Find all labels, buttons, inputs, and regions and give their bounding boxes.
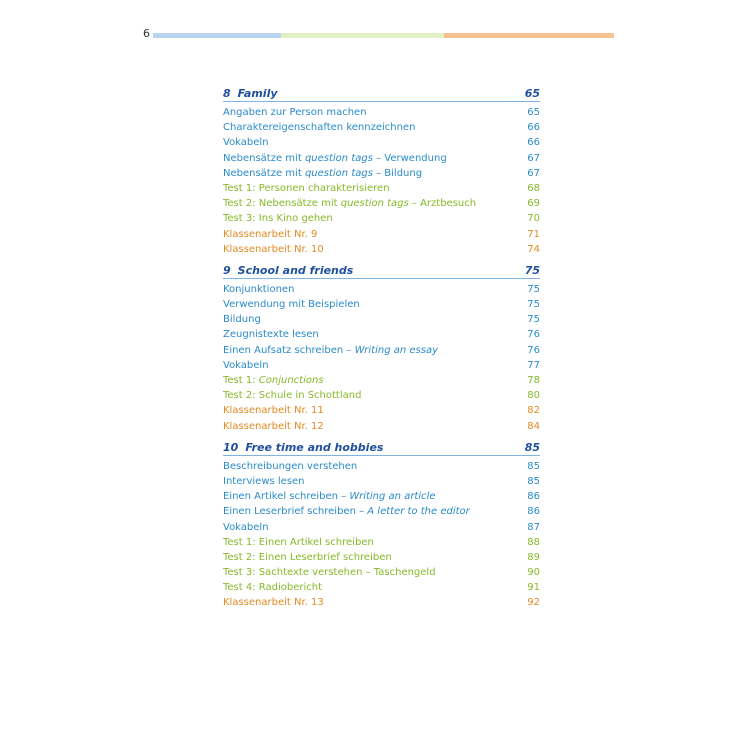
- toc-entry[interactable]: [223, 297, 540, 312]
- toc-entry-page: 91: [527, 582, 540, 594]
- toc-entry-label: [223, 373, 324, 388]
- toc-entry-page: 86: [527, 491, 540, 503]
- toc-entry[interactable]: [223, 242, 540, 257]
- color-bar: [153, 33, 614, 38]
- toc-entry[interactable]: [223, 105, 540, 120]
- toc-entry-page: 67: [527, 152, 540, 164]
- toc-entry-text: Test 4: Radiobericht: [223, 582, 323, 594]
- toc-entry-label: [223, 403, 324, 418]
- chapter-number: 9: [223, 263, 231, 277]
- toc-entry-page: 65: [527, 107, 540, 118]
- toc-entry-page: 82: [527, 405, 540, 417]
- toc-entry[interactable]: [223, 181, 540, 196]
- toc-entry-text: Klassenarbeit Nr. 12: [223, 420, 324, 432]
- toc-entry-text: Test 3: Ins Kino gehen: [223, 213, 333, 225]
- toc-entry-text: Vokabeln: [223, 137, 269, 149]
- toc-entry-label: [223, 135, 269, 150]
- toc-entry-label: [223, 535, 374, 550]
- toc-entry-label: [223, 504, 470, 519]
- toc-entry-text: Klassenarbeit Nr. 10: [223, 243, 324, 255]
- toc-entry-page: 88: [527, 536, 540, 548]
- toc-entry-label: [223, 550, 392, 565]
- toc-entry-text: Klassenarbeit Nr. 13: [223, 597, 324, 609]
- toc-entry[interactable]: [223, 358, 540, 373]
- chapter-title: Free time and hobbies: [245, 440, 384, 454]
- toc-entry-label: [223, 105, 367, 120]
- toc-entry-label: [223, 520, 269, 535]
- chapter-heading[interactable]: [223, 261, 540, 279]
- toc-entry-label: [223, 242, 324, 257]
- toc-entry-text: Einen Leserbrief schreiben –: [223, 506, 368, 518]
- chapter-section: [223, 84, 540, 261]
- chapter-title-group: [223, 441, 383, 454]
- toc-entry-label: [223, 181, 390, 196]
- toc-entry[interactable]: [223, 419, 540, 434]
- toc-entry-text: Nebensätze mit: [223, 167, 305, 179]
- chapter-section: [223, 261, 540, 438]
- toc-entry-page: 77: [527, 359, 540, 371]
- chapter-page: 75: [524, 263, 540, 277]
- toc-entry-text: Test 1: Einen Artikel schreiben: [223, 536, 374, 548]
- toc-entry-label: [223, 120, 415, 135]
- chapter-title: School and friends: [237, 263, 354, 277]
- toc-entry-page: 76: [527, 344, 540, 356]
- chapter-title-group: [223, 264, 353, 277]
- toc-entry[interactable]: [223, 403, 540, 418]
- toc-entry-page: 85: [527, 475, 540, 487]
- toc-entry[interactable]: [223, 282, 540, 297]
- toc-entry-page: 87: [527, 521, 540, 533]
- toc-entry[interactable]: [223, 211, 540, 226]
- toc-entry-page: 90: [527, 567, 540, 579]
- toc-entry-label: [223, 343, 438, 358]
- toc-entry-text: Einen Artikel schreiben –: [223, 491, 350, 503]
- chapter-section: [223, 438, 540, 611]
- toc-entry-text: Klassenarbeit Nr. 9: [223, 228, 318, 240]
- toc-entry[interactable]: [223, 595, 540, 610]
- toc-entry-label: [223, 227, 317, 242]
- toc-entry-text: Klassenarbeit Nr. 11: [223, 405, 324, 417]
- toc-entry-page: 84: [527, 420, 540, 432]
- toc-entry-page: 69: [527, 198, 540, 210]
- toc-entry-label: [223, 459, 357, 474]
- toc-entry[interactable]: [223, 489, 540, 504]
- toc-entry-page: 66: [527, 122, 540, 134]
- toc-entry-label: [223, 388, 361, 403]
- toc-entry[interactable]: [223, 312, 540, 327]
- chapter-number: 10: [223, 440, 239, 454]
- toc-entry-page: 70: [527, 213, 540, 225]
- toc-entry-italic: question tags: [304, 152, 373, 164]
- toc-entry[interactable]: [223, 120, 540, 135]
- color-bar-green: [281, 33, 444, 38]
- toc-entry-label: [223, 595, 324, 610]
- toc-entry[interactable]: [223, 327, 540, 342]
- toc-entry-suffix: – Verwendung: [372, 152, 447, 164]
- toc-entry-text: Vokabeln: [223, 359, 269, 371]
- toc-entry[interactable]: [223, 474, 540, 489]
- toc-entry-text: Konjunktionen: [223, 283, 295, 295]
- chapter-number: 8: [223, 87, 231, 100]
- toc-entry-page: 74: [527, 243, 540, 255]
- toc-entry-page: 80: [527, 390, 540, 402]
- toc-entry-text: Nebensätze mit: [223, 152, 305, 164]
- toc-entry-text: Test 2: Einen Leserbrief schreiben: [223, 551, 392, 563]
- toc-entry-text: Test 1: Personen charakterisieren: [223, 182, 390, 194]
- page-number: 6: [143, 27, 150, 40]
- toc-entry[interactable]: [223, 550, 540, 565]
- toc-entry-text: Verwendung mit Beispielen: [223, 299, 360, 311]
- toc-entry-text: Einen Aufsatz schreiben –: [223, 344, 355, 356]
- toc-entry-label: [223, 474, 305, 489]
- chapter-heading[interactable]: [223, 438, 540, 456]
- toc-entry-page: 68: [527, 182, 540, 194]
- toc-entry[interactable]: [223, 343, 540, 358]
- toc-entry-page: 75: [527, 283, 540, 295]
- toc-entry[interactable]: [223, 504, 540, 519]
- toc-entry-label: [223, 297, 360, 312]
- chapter-page: 65: [524, 87, 540, 100]
- color-bar-orange: [444, 33, 614, 38]
- toc-entry-text: Test 3: Sachtexte verstehen – Taschengeld: [223, 567, 436, 579]
- toc-entry-page: 76: [527, 329, 540, 341]
- toc-entry-label: [223, 282, 294, 297]
- toc-entry[interactable]: [223, 388, 540, 403]
- toc-entry-label: [223, 211, 333, 226]
- chapter-heading[interactable]: [223, 84, 540, 102]
- toc-entry-text: Bildung: [223, 314, 261, 326]
- toc-entry-text: Test 1:: [223, 375, 259, 386]
- toc-entry-page: 75: [527, 299, 540, 311]
- toc-entry-text: Zeugnistexte lesen: [223, 329, 319, 341]
- toc-entry[interactable]: [223, 520, 540, 535]
- toc-entry[interactable]: [223, 565, 540, 580]
- toc-entry[interactable]: [223, 166, 540, 181]
- toc-entry-text: Vokabeln: [223, 521, 269, 533]
- toc-entry-italic: Conjunctions: [258, 375, 324, 386]
- toc-entry-text: Interviews lesen: [223, 475, 305, 487]
- toc-entry-italic: Writing an essay: [354, 344, 438, 356]
- toc-entry-suffix: – Arztbesuch: [408, 198, 477, 210]
- chapter-title-group: [223, 87, 278, 100]
- toc-entry-label: [223, 419, 324, 434]
- toc-entry-text: Charaktereigenschaften kennzeichnen: [223, 122, 416, 134]
- toc-entry[interactable]: [223, 580, 540, 595]
- toc-entry-label: [223, 489, 436, 504]
- toc-entry-page: 78: [527, 375, 540, 386]
- toc-entry-page: 92: [527, 597, 540, 609]
- toc-entry-page: 67: [527, 167, 540, 179]
- toc-entry-page: 75: [527, 314, 540, 326]
- toc-entry-label: [223, 196, 476, 211]
- toc-entry-page: 86: [527, 506, 540, 518]
- toc-entry[interactable]: [223, 227, 540, 242]
- toc-entry-text: Test 2: Nebensätze mit: [223, 198, 341, 210]
- toc-entry-italic: question tags: [304, 167, 373, 179]
- toc-entry-italic: question tags: [340, 198, 409, 210]
- chapter-page: 85: [524, 440, 540, 454]
- toc-entry-page: 71: [527, 228, 540, 240]
- toc-entry[interactable]: [223, 535, 540, 550]
- toc-entry[interactable]: [223, 459, 540, 474]
- color-bar-blue: [153, 33, 281, 38]
- toc-entry-label: [223, 312, 261, 327]
- toc-entry[interactable]: [223, 373, 540, 388]
- toc-entry-page: 85: [527, 460, 540, 472]
- toc-entry[interactable]: [223, 151, 540, 166]
- toc-entry-label: [223, 565, 436, 580]
- toc-entry-page: 89: [527, 551, 540, 563]
- toc-entry-text: Beschreibungen verstehen: [223, 460, 358, 472]
- toc-entry-label: [223, 166, 422, 181]
- table-of-contents: [223, 84, 540, 611]
- toc-entry-text: Angaben zur Person machen: [223, 107, 367, 118]
- chapter-title: Family: [237, 87, 278, 100]
- toc-entry[interactable]: [223, 196, 540, 211]
- toc-entry-page: 66: [527, 137, 540, 149]
- toc-entry-suffix: – Bildung: [372, 167, 423, 179]
- toc-entry[interactable]: [223, 135, 540, 150]
- toc-entry-label: [223, 151, 447, 166]
- toc-entry-italic: Writing an article: [349, 491, 436, 503]
- toc-entry-text: Test 2: Schule in Schottland: [223, 390, 362, 402]
- toc-entry-label: [223, 327, 319, 342]
- toc-entry-label: [223, 580, 322, 595]
- toc-entry-label: [223, 358, 269, 373]
- toc-entry-italic: A letter to the editor: [367, 506, 470, 518]
